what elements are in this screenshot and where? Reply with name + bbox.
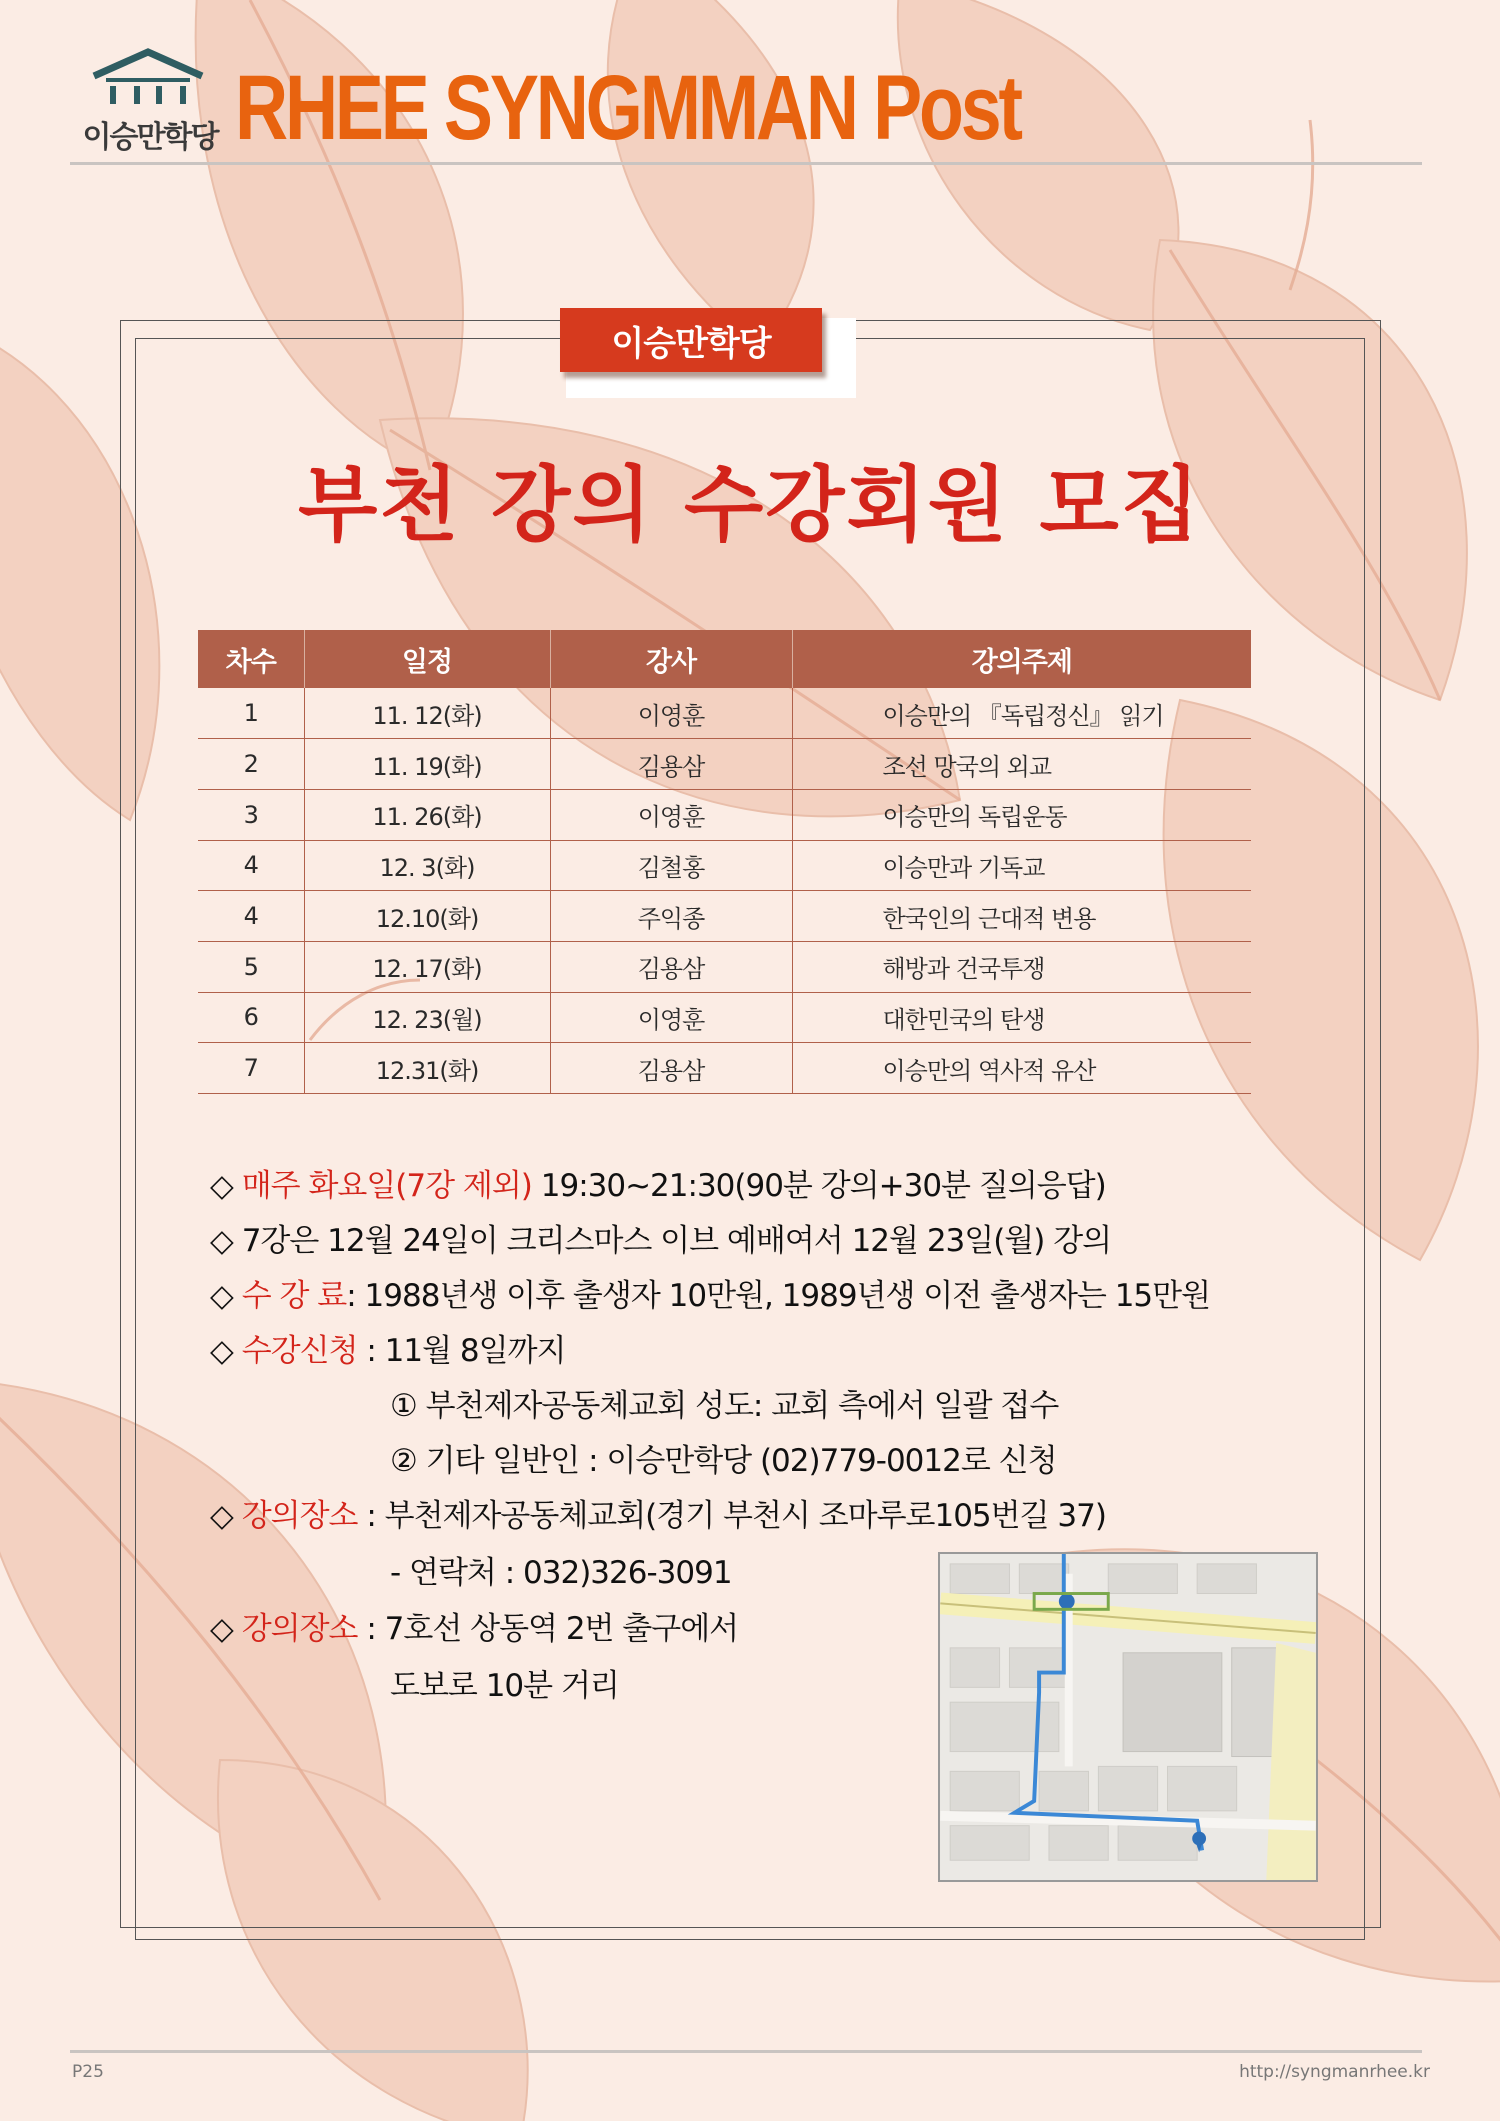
header-lecturer: 강사 [550,630,792,688]
cell-topic: 이승만의 역사적 유산 [792,1043,1251,1094]
location-map [938,1552,1318,1882]
cell-topic: 이승만의 『독립정신』 읽기 [792,688,1251,739]
diamond-icon: ◇ [210,1498,233,1534]
cell-lecturer: 주익종 [550,891,792,942]
info-line-schedule [210,1160,1106,1205]
cell-topic: 이승만의 독립운동 [792,789,1251,840]
info-line-reg-general: ② 기타 일반인 : 이승만학당 (02)779-0012로 신청 [390,1443,1057,1479]
logo [70,48,230,153]
cell-date: 11. 26(화) [304,789,550,840]
brand-title: RHEE SYNGMMAN Post [235,57,1020,159]
cell-session: 4 [198,891,304,942]
diamond-icon: ◇ [210,1611,233,1647]
cell-date: 12.10(화) [304,891,550,942]
header-topic: 강의주제 [792,630,1251,688]
cell-lecturer: 김용삼 [550,739,792,790]
table-row [198,992,1251,1043]
cell-session: 3 [198,789,304,840]
cell-session: 1 [198,688,304,739]
table-row [198,891,1251,942]
cell-topic: 대한민국의 탄생 [792,992,1251,1043]
cell-topic: 해방과 건국투쟁 [792,941,1251,992]
table-row [198,739,1251,790]
cell-lecturer: 김용삼 [550,1043,792,1094]
info-line-venue [210,1490,1106,1535]
info-text: : 1988년생 이후 출생자 10만원, 1989년생 이전 출생자는 15만원 [346,1278,1211,1314]
header-session: 차수 [198,630,304,688]
cell-lecturer: 이영훈 [550,789,792,840]
table-row [198,688,1251,739]
cell-date: 12. 23(월) [304,992,550,1043]
header-divider [70,162,1422,165]
cell-session: 5 [198,941,304,992]
info-line-contact: - 연락처 : 032)326-3091 [390,1555,732,1591]
page-header [70,48,1420,166]
cell-date: 12. 17(화) [304,941,550,992]
cell-lecturer: 김용삼 [550,941,792,992]
info-highlight: 수 강 료 [241,1278,347,1314]
info-text: : 7호선 상동역 2번 출구에서 [357,1611,739,1647]
info-text: : 11월 8일까지 [357,1333,566,1369]
info-highlight: 수강신청 [241,1333,358,1369]
cell-topic: 이승만과 기독교 [792,840,1251,891]
table-row [198,789,1251,840]
cell-date: 11. 12(화) [304,688,550,739]
cell-lecturer: 김철홍 [550,840,792,891]
info-line-fee [210,1270,1210,1315]
table-header-row [198,630,1251,688]
info-highlight: 강의장소 [241,1611,358,1647]
cell-date: 12. 3(화) [304,840,550,891]
info-highlight: 강의장소 [241,1498,358,1534]
diamond-icon: ◇ [210,1333,233,1369]
info-line-registration [210,1325,565,1370]
info-line-lecture7: ◇ 7강은 12월 24일이 크리스마스 이브 예배여서 12월 23일(월) 강의 [210,1223,1112,1259]
info-text: : 부천제자공동체교회(경기 부천시 조마루로105번길 37) [357,1498,1106,1534]
house-logo-icon [88,48,208,108]
table-row [198,840,1251,891]
header-date: 일정 [304,630,550,688]
cell-date: 11. 19(화) [304,739,550,790]
cell-lecturer: 이영훈 [550,992,792,1043]
diamond-icon: ◇ [210,1168,233,1204]
info-line-directions [210,1603,738,1648]
page-title: 부천 강의 수강회원 모집 [298,458,1202,553]
table-row [198,1043,1251,1094]
info-line-walk: 도보로 10분 거리 [390,1668,619,1704]
table-row [198,941,1251,992]
cell-session: 2 [198,739,304,790]
info-text: 19:30~21:30(90분 강의+30분 질의응답) [531,1168,1106,1204]
logo-text: 이승만학당 [82,120,218,155]
page-number: P25 [72,2062,104,2082]
website-link[interactable]: http://syngmanrhee.kr [1239,2062,1430,2082]
cell-session: 7 [198,1043,304,1094]
schedule-table [198,630,1251,1094]
cell-date: 12.31(화) [304,1043,550,1094]
academy-badge: 이승만학당 [560,308,822,372]
info-line-reg-church: ① 부천제자공동체교회 성도: 교회 측에서 일괄 접수 [390,1388,1059,1424]
diamond-icon: ◇ [210,1278,233,1314]
cell-topic: 한국인의 근대적 변용 [792,891,1251,942]
footer-divider [70,2050,1422,2053]
cell-session: 4 [198,840,304,891]
cell-session: 6 [198,992,304,1043]
cell-lecturer: 이영훈 [550,688,792,739]
cell-topic: 조선 망국의 외교 [792,739,1251,790]
info-highlight: 매주 화요일(7강 제외) [241,1168,532,1204]
